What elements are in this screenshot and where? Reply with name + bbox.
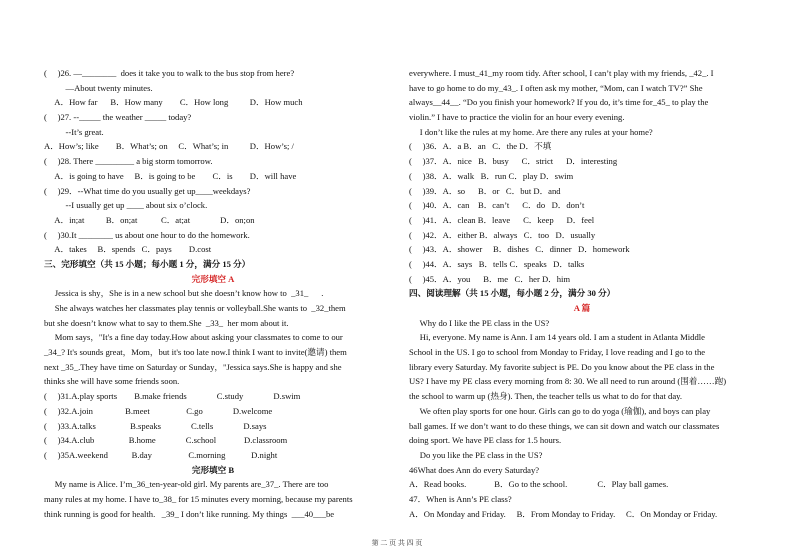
options-39: ( )39．A．so B．or C．but D．and [409,185,561,196]
reading-a-title: A 篇 [573,303,591,313]
left-column [44,66,382,521]
options-41: ( )41．A．clean B．leave C．keep D．feel [409,214,595,225]
cloze-b-text: always__44__. “Do you finish your homework? If you do, it’s time for_45_ to play the [409,97,709,108]
options-43: ( )43．A．shower B．dishes C．dinner D．homework [409,244,630,255]
reading-a-text: the school to warm up (热身). Then, the teacher tells us what to do for that day. [409,391,683,402]
question-26: ( )26. —________ does it take you to walk to the bus stop from here? [44,68,295,78]
question-30: ( )30.It ________ us about one hour to do the homework. [44,229,250,240]
reading-a-text: School in the US. I go to school from Monday to Friday, I love reading and I go to the [409,347,706,358]
reading-a-text: Why do I like the PE class in the US? [409,317,550,328]
cloze-a-text: Mom says，"It's a fine day today.How about asking your classmates to come to our [44,332,343,343]
cloze-a-text: She always watches her classmates play tennis or volleyball.She wants to _32_them [44,303,346,313]
cloze-b-title: 完形填空 B [191,464,235,475]
reading-a-text: doing sport. We have PE class for 1.5 hours. [409,435,562,446]
options-45: ( )45．A．you B．me C．her D．him [409,273,571,284]
cloze-b-text: have to go home to do my_43_. I often ask my mother, “Mom, can I watch TV?” She [409,82,703,93]
options-44: ( )44．A．says B．tells C．speaks D．talks [409,258,585,269]
options-34: ( )34.A.club B.home C.school D.classroom [44,435,288,446]
options-40: ( )40．A．can B．can’t C．do D．don’t [409,200,585,211]
reading-a-text: Hi, everyone. My name is Ann. I am 14 years old. I am a student in Atlanta Middle [409,332,705,343]
options-38: ( )38．A．walk B．run C．play D．swim [409,170,574,181]
options-27: A．How’s; like B．What’s; on C．What’s; in D．How’s; / [44,141,294,152]
cloze-b-text: everywhere. I must_41_my room tidy. After school, I can’t play with my friends, _42_. I [409,68,714,78]
cloze-b-text: I don’t like the rules at my home. Are there any rules at your home? [409,126,653,137]
options-46: A．Read books. B．Go to the school. C．Play ball games. [409,479,669,490]
reading-a-text: US? I have my PE class every morning from 8: 30. We all need to run around (围着……跑) [409,376,727,387]
reading-a-text: Do you like the PE class in the US? [409,449,543,460]
question-47: 47．When is Ann’s PE class? [409,493,512,504]
options-26: A．How far B．How many C．How long D．How much [44,97,303,108]
options-47: A．On Monday and Friday. B．From Monday to Friday. C．On Monday or Friday. [409,508,718,519]
options-35: ( )35A.weekend B.day C.morning D.night [44,449,278,460]
cloze-b-text: think running is good for health. _39_ I don’t like running. My things ___40___be [44,508,335,519]
options-37: ( )37．A．nice B．busy C．strict D．interesting [409,156,618,167]
cloze-a-text: thinks she will have some friends soon. [44,376,180,387]
options-30: A．takes B．spends C．pays D.cost [44,244,212,255]
options-29: A．in;at B．on;at C．at;at D．on;on [44,214,255,225]
options-33: ( )33.A.talks B.speaks C.tells D.says [44,420,267,431]
cloze-a-title: 完形填空 A [191,273,235,284]
reading-a-text: library every Saturday. My favorite subject is PE. Do you know about the PE class in the [409,361,715,372]
reading-a-text: We often play sports for one hour. Girls can go to do yoga (瑜伽), and boys can play [409,405,711,416]
options-42: ( )42．A．either B．always C．too D．usually [409,229,596,240]
answer-27: --It’s great. [44,126,104,137]
answer-26: —About twenty minutes. [44,82,153,93]
options-28: A．is going to have B．is going to be C．is D．will have [44,170,297,181]
cloze-b-text: My name is Alice. I’m_36_ten-year-old girl. My parents are_37_. There are too [44,479,329,490]
cloze-b-text: violin.” I have to practice the violin for an hour every evening. [409,112,625,123]
options-32: ( )32.A.join B.meet C.go D.welcome [44,405,273,416]
right-column [409,66,755,521]
question-27: ( )27. --_____ the weather _____ today? [44,112,192,123]
page-footer: 第 二 页 共 四 页 [371,539,423,547]
question-28: ( )28. There _________ a big storm tomorrow. [44,156,213,167]
section-4-heading: 四、阅读理解（共 15 小题，每小题 2 分，满分 30 分） [409,288,616,299]
options-36: ( )36．A．a B．an C．the D．不填 [409,141,552,152]
cloze-a-text: _34_? It's sounds great，Mom，but it's too late now.I think I want to invite(邀请) them [44,347,347,358]
reading-a-text: ball games. If we don’t want to do these things, we can sit down and watch our classmates [409,420,720,431]
cloze-a-text: next _35_.They have time on Saturday or Sunday，"Jessica says.She is happy and she [44,361,342,372]
cloze-a-text: but she doesn’t know what to say to them.She _33_ her mom about it. [44,317,289,328]
options-31: ( )31.A.play sports B.make friends C.study D.swim [44,391,301,402]
question-46: 46What does Ann do every Saturday? [409,464,540,475]
answer-29: --I usually get up ____ about six o’clock. [44,200,208,211]
cloze-b-text: many rules at my home. I have to_38_ for 15 minutes every morning, because my parents [44,493,353,504]
question-29: ( )29．--What time do you usually get up____weekdays? [44,185,251,196]
section-3-heading: 三、完形填空（共 15 小题；每小题 1 分，满分 15 分） [44,258,251,269]
cloze-a-text: Jessica is shy，She is in a new school but she doesn’t know how to _31_ . [44,288,324,299]
